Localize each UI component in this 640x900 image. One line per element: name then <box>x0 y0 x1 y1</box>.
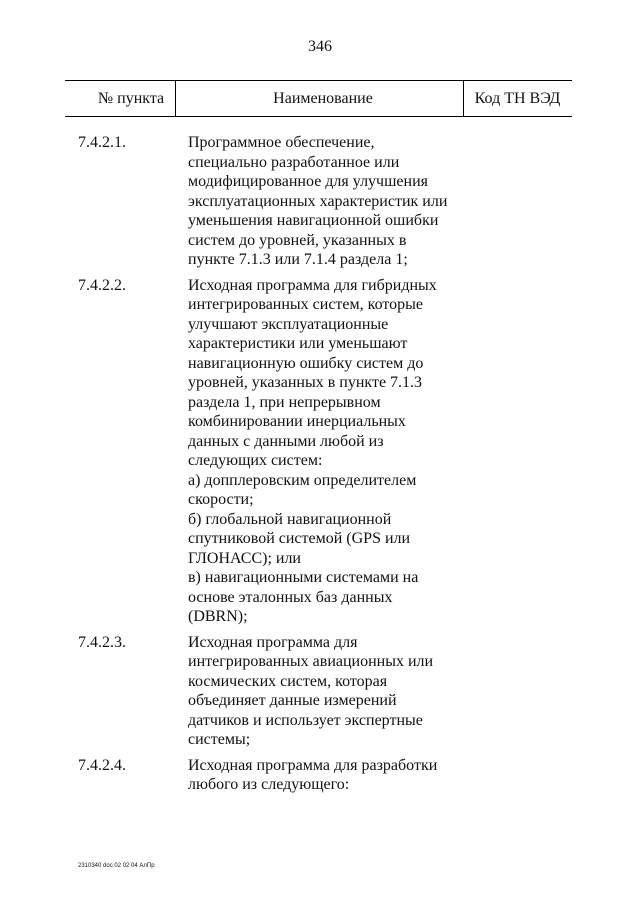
item-name-line: системы; <box>188 731 251 748</box>
table-header <box>65 80 572 117</box>
page-number: 346 <box>308 38 332 55</box>
item-name-line: скорости; <box>188 491 254 508</box>
table-row <box>0 133 640 270</box>
item-name-line: объединяет данные измерений <box>188 692 397 709</box>
header-name: Наименование <box>273 90 373 107</box>
table-row <box>0 756 640 795</box>
item-name-line: пункте 7.1.3 или 7.1.4 раздела 1; <box>188 251 408 268</box>
item-name <box>188 756 488 795</box>
item-name-line: космических систем, которая <box>188 672 388 690</box>
item-name-line: любого из следующего: <box>188 776 350 793</box>
item-name-line: (DBRN); <box>188 608 248 625</box>
item-name-line: Исходная программа для <box>188 633 358 651</box>
header-tn-ved-code: Код ТН ВЭД <box>474 90 561 107</box>
item-name <box>188 633 488 750</box>
item-name-line: раздела 1, при непрерывном <box>188 393 381 411</box>
item-name <box>188 276 488 627</box>
item-name-line: б) глобальной навигационной <box>188 510 392 528</box>
item-number: 7.4.2.4. <box>78 756 126 774</box>
item-name-line: спутниковой системой (GPS или <box>188 530 411 547</box>
item-number: 7.4.2.3. <box>78 633 126 651</box>
table-row <box>0 633 640 750</box>
item-name-line: систем до уровней, указанных в <box>188 231 407 249</box>
item-number: 7.4.2.2. <box>78 276 126 294</box>
item-name-line: модифицированное для улучшения <box>188 173 429 190</box>
item-name-line: комбинировании инерциальных <box>188 413 406 430</box>
item-name-line: навигационную ошибку систем до <box>188 354 424 372</box>
item-name-line: специально разработанное или <box>188 153 400 171</box>
footer-file-code: 2310340 doc 02 02 04 АлПр <box>78 863 155 869</box>
item-name <box>188 133 488 270</box>
item-name-line: эксплуатационных характеристик или <box>188 192 448 210</box>
item-name-line: основе эталонных баз данных <box>188 588 393 606</box>
item-name-line: ГЛОНАСС); или <box>188 549 301 567</box>
table-body <box>0 133 640 801</box>
item-name-line: уровней, указанных в пункте 7.1.3 <box>188 374 423 391</box>
item-name-line: данных с данными любой из <box>188 432 384 450</box>
item-name-line: а) допплеровским определителем <box>188 471 417 489</box>
table-row <box>0 276 640 627</box>
item-name-line: интегрированных систем, которые <box>188 296 424 313</box>
header-item-number: № пункта <box>97 90 165 107</box>
item-name-line: датчиков и использует экспертные <box>188 711 423 729</box>
item-name-line: Исходная программа для гибридных <box>188 276 437 294</box>
item-name-line: характеристики или уменьшают <box>188 335 408 352</box>
item-name-line: следующих систем: <box>188 452 323 469</box>
item-name-line: улучшают эксплуатационные <box>188 315 389 333</box>
item-name-line: уменьшения навигационной ошибки <box>188 212 439 229</box>
item-name-line: Программное обеспечение, <box>188 134 375 151</box>
item-name-line: Исходная программа для разработки <box>188 756 438 774</box>
item-number: 7.4.2.1. <box>78 134 126 151</box>
item-name-line: интегрированных авиационных или <box>188 653 434 670</box>
item-name-line: в) навигационными системами на <box>188 569 419 586</box>
